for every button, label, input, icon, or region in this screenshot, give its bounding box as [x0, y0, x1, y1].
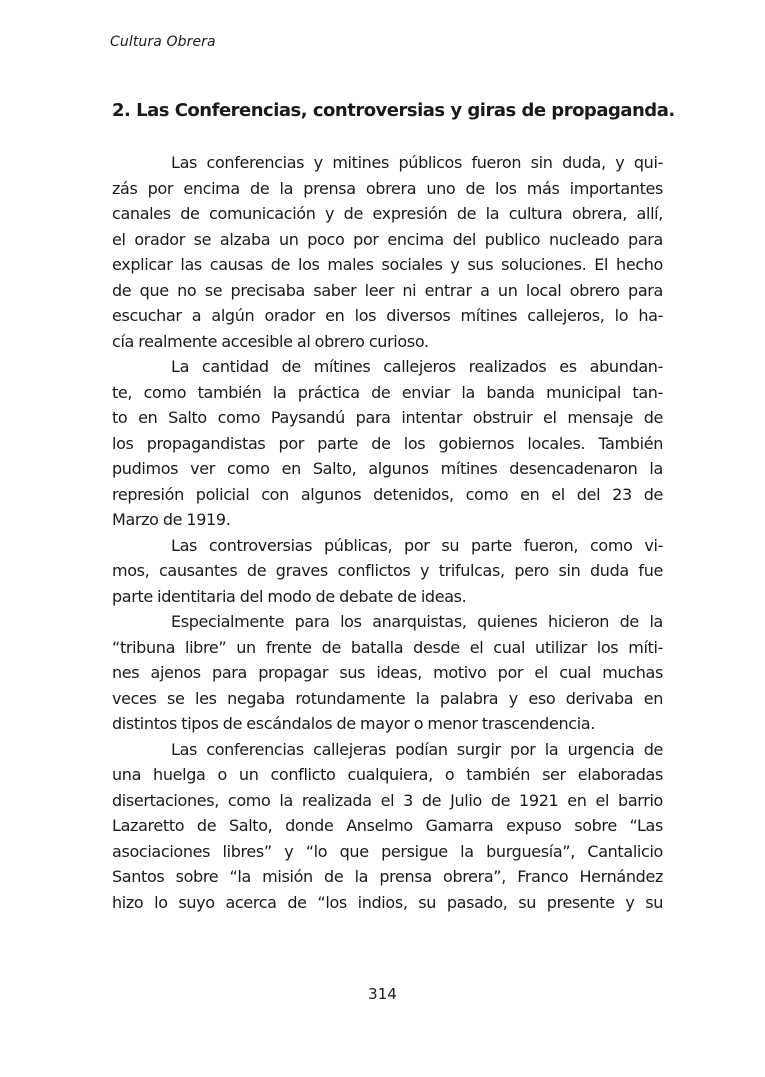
text-line: disertaciones, como la realizada el 3 de Julio de 1921 en el barrio: [112, 790, 663, 810]
text-line: La cantidad de mítines callejeros realizados es abundan-: [171, 357, 663, 376]
text-line: nes ajenos para propagar sus ideas, motivo por el cual muchas: [112, 663, 663, 682]
text-line: pudimos ver como en Salto, algunos mítines desencadenaron la: [112, 459, 663, 478]
text-line: mos, causantes de graves conflictos y trifulcas, pero sin duda fue: [112, 561, 663, 580]
text-line: Especialmente para los anarquistas, quienes hicieron de la: [171, 612, 663, 631]
section-heading: 2. Las Conferencias, controversias y giras de propaganda.: [112, 100, 675, 121]
text-line: canales de comunicación y de expresión de la cultura obrera, allí,: [112, 204, 663, 223]
text-line: Santos sobre “la misión de la prensa obrera”, Franco Hernández: [112, 867, 663, 886]
text-line: el orador se alzaba un poco por encima del publico nucleado para: [112, 229, 663, 249]
text-line: explicar las causas de los males sociales y sus soluciones. El hecho: [112, 255, 663, 274]
text-line: escuchar a algún orador en los diversos mítines callejeros, lo ha-: [112, 306, 663, 325]
body-text: [112, 150, 663, 915]
text-line: hizo lo suyo acerca de “los indios, su pasado, su presente y su: [112, 892, 663, 912]
text-line: to en Salto como Paysandú para intentar obstruir el mensaje de: [112, 408, 663, 427]
text-line: Las conferencias y mitines públicos fueron sin duda, y qui-: [171, 153, 663, 172]
text-line: te, como también la práctica de enviar la banda municipal tan-: [112, 382, 663, 402]
text-line: Las conferencias callejeras podían surgir por la urgencia de: [171, 739, 663, 759]
text-line: parte identitaria del modo de debate de ideas.: [112, 586, 467, 606]
text-line: distintos tipos de escándalos de mayor o menor trascendencia.: [112, 714, 595, 733]
text-line: zás por encima de la prensa obrera uno de los más importantes: [112, 178, 663, 198]
text-line: Lazaretto de Salto, donde Anselmo Gamarra expuso sobre “Las: [112, 816, 663, 835]
text-line: cía realmente accesible al obrero curioso.: [112, 331, 429, 351]
text-line: asociaciones libres” y “lo que persigue la burguesía”, Cantalicio: [112, 841, 663, 861]
text-line: Las controversias públicas, por su parte fueron, como vi-: [171, 535, 663, 555]
text-line: de que no se precisaba saber leer ni entrar a un local obrero para: [112, 280, 663, 300]
text-line: veces se les negaba rotundamente la palabra y eso derivaba en: [112, 688, 663, 708]
page-number: 314: [368, 985, 397, 1003]
text-line: represión policial con algunos detenidos, como en el del 23 de: [112, 484, 663, 504]
text-line: los propagandistas por parte de los gobiernos locales. También: [112, 433, 663, 453]
text-line: una huelga o un conflicto cualquiera, o también ser elaboradas: [112, 765, 663, 784]
text-line: Marzo de 1919.: [112, 510, 231, 529]
running-header: Cultura Obrera: [110, 34, 216, 50]
text-line: “tribuna libre” un frente de batalla desde el cual utilizar los míti-: [112, 637, 663, 657]
